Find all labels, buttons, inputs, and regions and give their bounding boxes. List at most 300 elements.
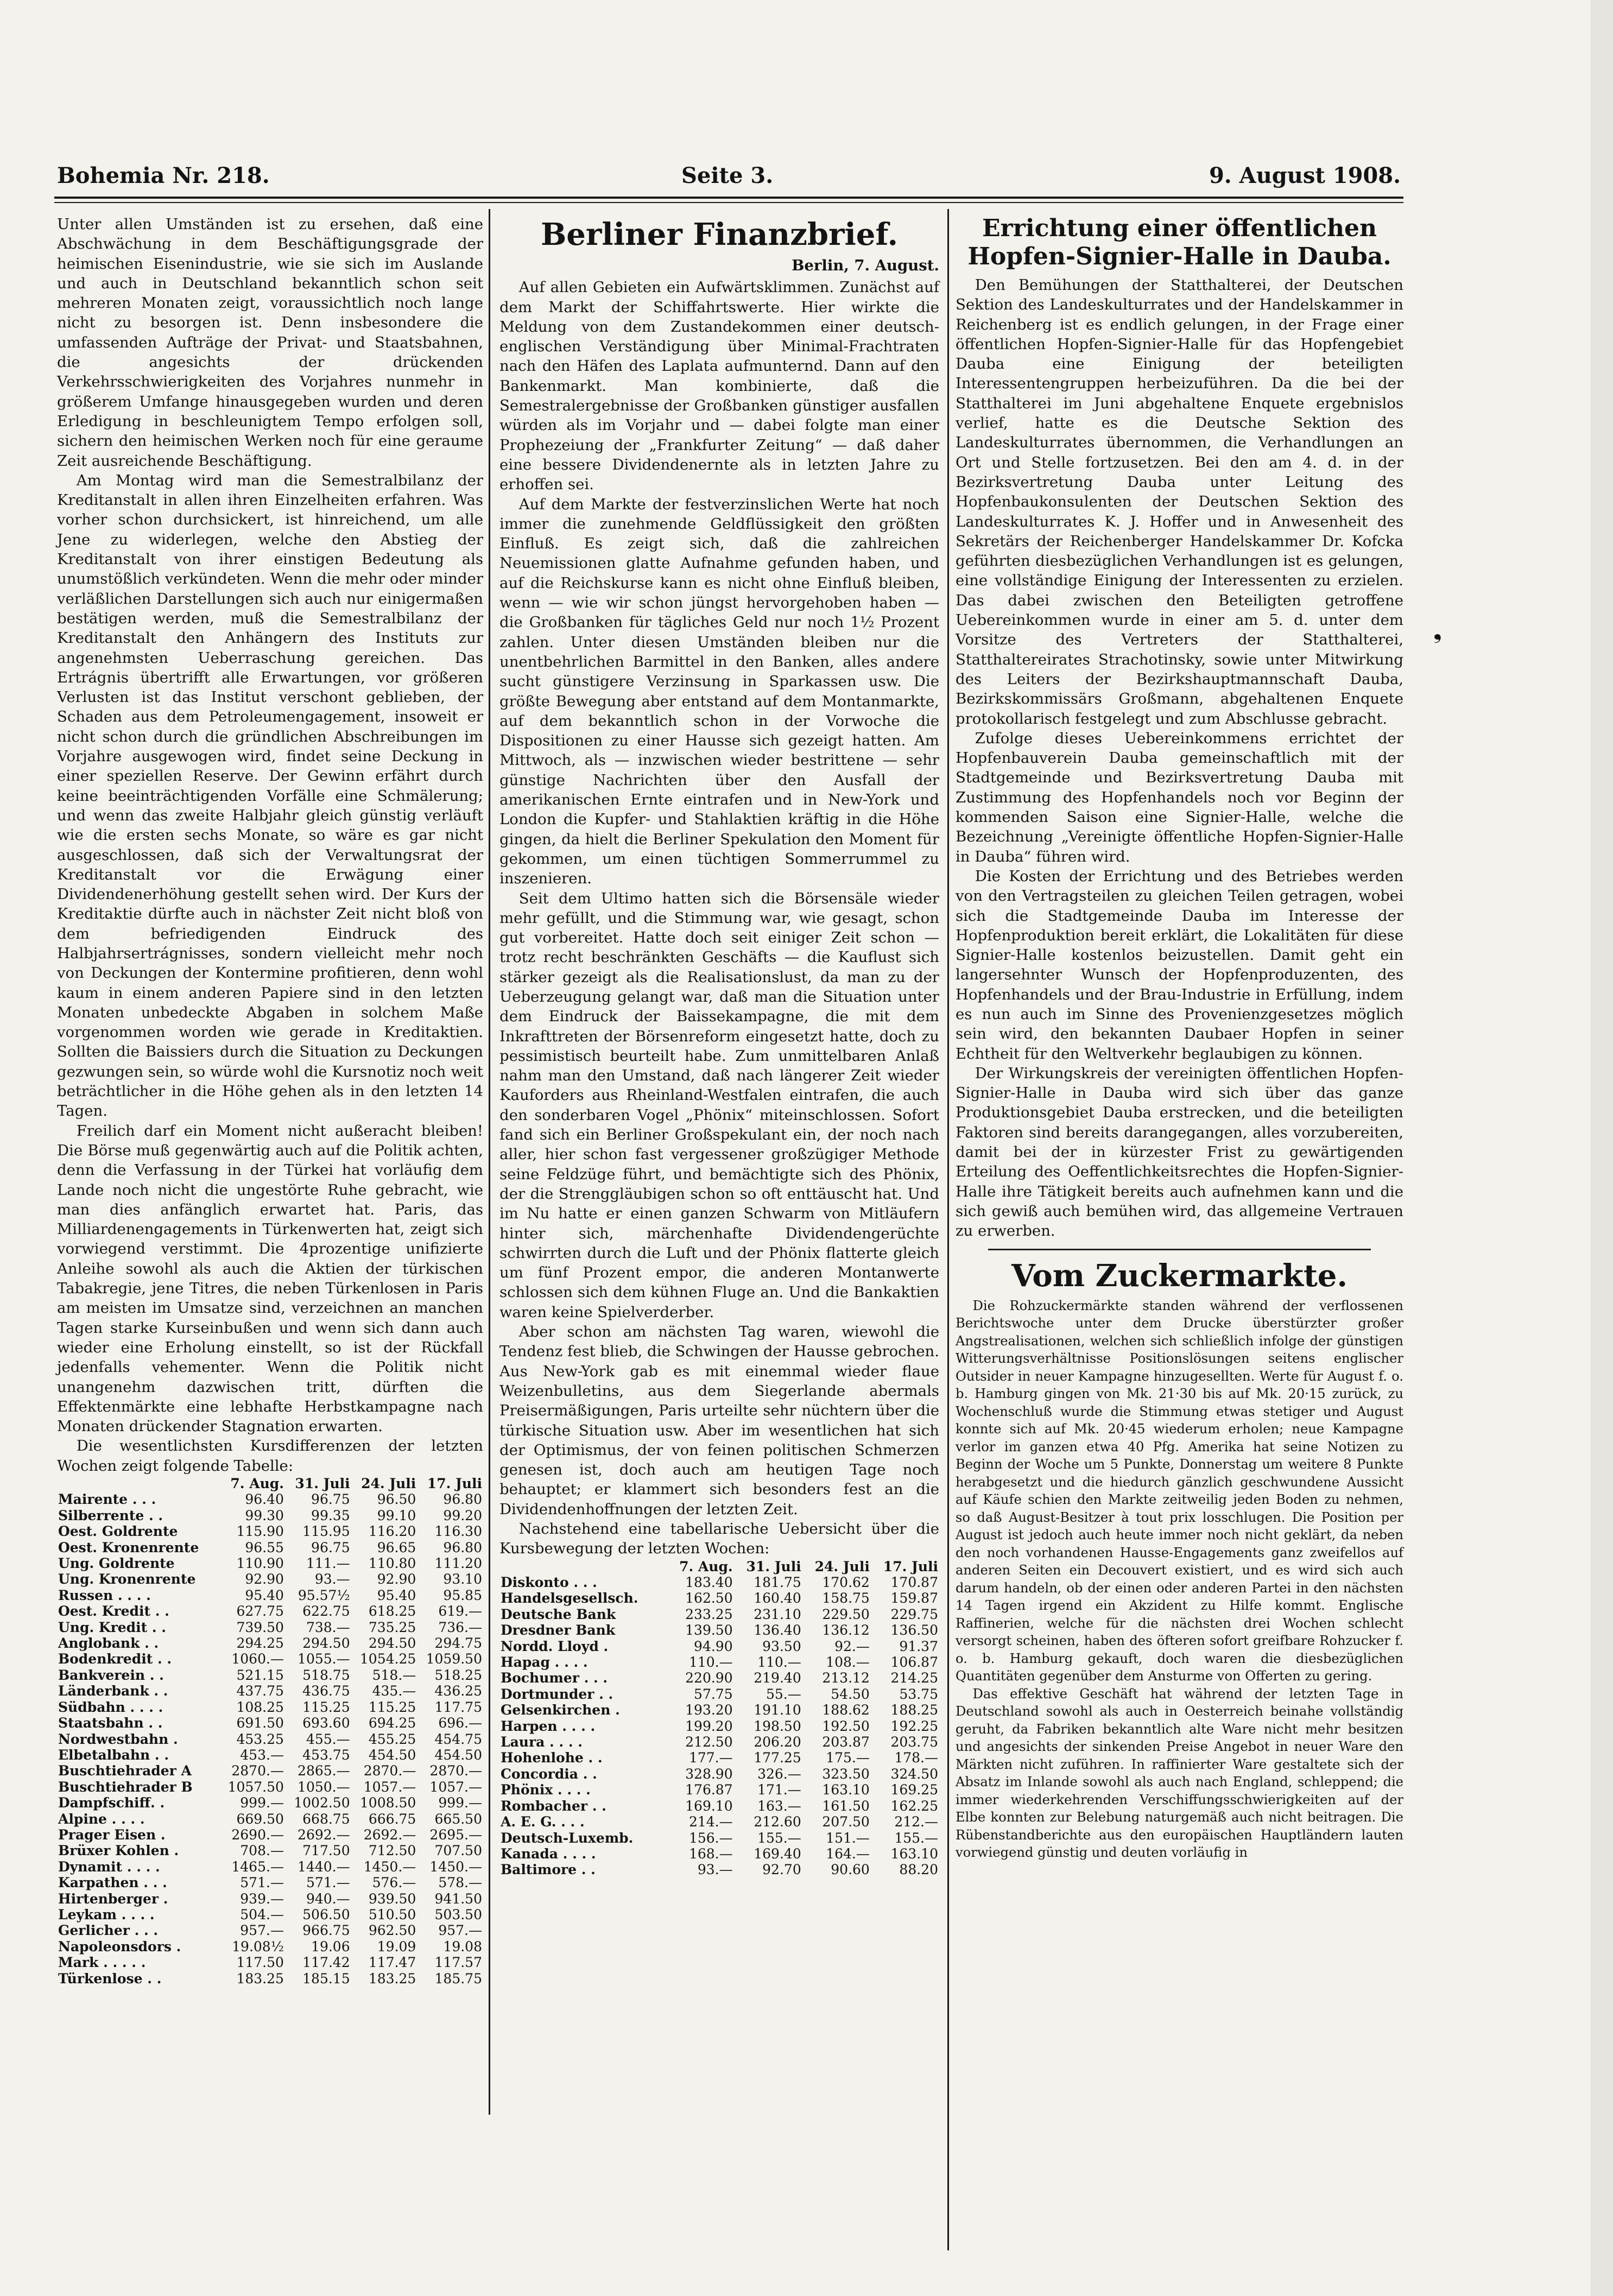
price-cell: 93.50: [762, 1638, 801, 1654]
price-cell: 454.50: [368, 1747, 416, 1763]
price-cell: 229.50: [822, 1606, 870, 1622]
table-row: [499, 1606, 939, 1622]
price-cell: 203.87: [822, 1734, 870, 1750]
price-cell: 2870.—: [363, 1763, 416, 1779]
price-cell: 738.—: [306, 1619, 350, 1635]
price-cell: 435.—: [372, 1683, 416, 1699]
paragraph: Das effektive Geschäft hat während der letzten Tage in Deutschland sowohl als auch in Oesterreich beinahe vollständig geruht, da Fabriken bekanntlich alte Ware nicht mehr besitzen und angesichts der sinkenden Preise Angebot in neuer Ware den Märkten nicht zuführen. In raffinierter Ware gestaltete sich der Absatz im Inlande sowohl als auch nach England, schleppend; die immer wiederkehrenden Verschiffungsschwierigkeiten auf der Elbe konnten zur Belebung naturgemäß auch nicht beitragen. Die Rübenstandberichte aus den europäischen Hauptländern lauten vorwiegend günstig und deuten vorläufig in: [956, 1686, 1403, 1861]
security-name: Karpathen . . .: [58, 1875, 167, 1891]
table-row: [57, 1587, 483, 1603]
column-header: 7. Aug.: [679, 1558, 733, 1574]
price-cell: 96.50: [377, 1491, 416, 1508]
table-row: [499, 1766, 939, 1782]
price-cell: 161.50: [822, 1798, 870, 1814]
table-row: [57, 1859, 483, 1875]
price-cell: 735.25: [368, 1619, 416, 1635]
paragraph: Den Bemühungen der Statthalterei, der Deutschen Sektion des Landeskulturrates und der Handelskammer in Reichenberg ist es endlich gelungen, in der Frage einer öffentlichen Hopfen-Signier-Halle für das Hopfengebiet Dauba eine Einigung der beteiligten Interessentengruppen herbeizuführen. Da die bei der Statthalterei im Juni abgehaltene Enquete ergebnislos verlief, hatte es die Deutsche Sektion des Landeskulturrates übernommen, die Verhandlungen an Ort und Stelle fortzusetzen. Bei den am 4. d. in der Bezirksvertretung Dauba unter Leitung des Hopfenbaukonsulenten der Deutschen Sektion des Landeskulturrates K. J. Hoffer und in Anwesenheit des Sekretärs der Reichenberger Handelskammer Dr. Kofcka geführten diesbezüglichen Verhandlungen ist es gelungen, eine vollständige Einigung der Interessenten zu erzielen. Das dabei zwischen den Beteiligten getroffene Uebereinkommen wurde in einer am 5. d. unter dem Vorsitze des Vertreters der Statthalterei, Statthaltereirates Strachotinsky, sowie unter Mitwirkung des Leiters der Bezirkshauptmannschaft Dauba, Bezirkskommissärs Großmann, abgehaltenen Enquete protokollarisch festgelegt und zum Abschlusse gebracht.: [956, 276, 1403, 728]
price-cell: 163.10: [822, 1782, 870, 1798]
price-cell: 294.50: [302, 1635, 350, 1652]
price-cell: 136.40: [754, 1622, 801, 1639]
price-cell: 229.75: [890, 1606, 938, 1622]
security-name: Staatsbahn . .: [58, 1715, 163, 1731]
price-cell: 619.—: [438, 1603, 482, 1620]
price-cell: 2870.—: [429, 1763, 482, 1779]
price-cell: 136.12: [822, 1622, 870, 1639]
price-cell: 203.75: [890, 1734, 938, 1750]
security-name: Bankverein . .: [58, 1667, 164, 1683]
security-name: Baltimore . .: [501, 1862, 596, 1878]
page-header: [57, 163, 1401, 195]
price-cell: 170.62: [822, 1574, 870, 1590]
table-row: [57, 1747, 483, 1763]
table-row: [57, 1683, 483, 1699]
price-cell: 571.—: [240, 1875, 284, 1891]
price-cell: 199.20: [685, 1718, 733, 1734]
column-3: [956, 214, 1403, 1862]
price-cell: 93.—: [697, 1862, 733, 1878]
price-cell: 2870.—: [231, 1763, 284, 1779]
table-row: [57, 1555, 483, 1571]
column-divider-1: [489, 209, 490, 2115]
paragraph: Auf allen Gebieten ein Aufwärtsklimmen. Zunächst auf dem Markt der Schiffahrtswerte. Hier wirkte die Meldung von dem Zustandekommen einer deutsch-englischen Verständigung über Minimal-Frachtraten nach den Häfen des Laplata aufmunternd. Dann auf den Bankenmarkt. Man kombinierte, daß die Semestralergebnisse der Großbanken günstiger ausfallen würden als im Vorjahr und — dabei folgte man einer Prophezeiung der „Frankfurter Zeitung“ — daß daher eine bessere Dividendenernte als in letzten Jahre zu erhoffen sei.: [499, 279, 939, 494]
price-cell: 110.80: [368, 1555, 416, 1572]
article-title: Berliner Finanzbrief.: [540, 217, 899, 252]
price-cell: 177.25: [754, 1750, 801, 1766]
price-cell: 627.75: [236, 1603, 284, 1620]
price-cell: 739.50: [236, 1619, 284, 1635]
price-cell: 117.75: [434, 1699, 482, 1715]
price-cell: 966.75: [302, 1922, 350, 1939]
table-body: [57, 1491, 483, 1987]
column-header: 7. Aug.: [230, 1476, 284, 1491]
price-cell: 1057.—: [429, 1779, 482, 1795]
price-cell: 2692.—: [363, 1826, 416, 1843]
price-cell: 1060.—: [231, 1651, 284, 1667]
price-cell: 169.25: [890, 1782, 938, 1798]
price-cell: 117.47: [368, 1955, 416, 1971]
table-row: [499, 1686, 939, 1702]
table-row: [57, 1779, 483, 1795]
price-cell: 164.—: [826, 1845, 870, 1862]
price-cell: 155.—: [894, 1830, 938, 1846]
price-cell: 294.75: [434, 1635, 482, 1652]
price-cell: 436.25: [434, 1683, 482, 1699]
price-cell: 436.75: [302, 1683, 350, 1699]
price-cell: 294.50: [368, 1635, 416, 1652]
security-name: Phönix . . . .: [501, 1782, 591, 1798]
security-name: Rombacher . .: [501, 1798, 606, 1814]
price-cell: 136.50: [890, 1622, 938, 1639]
price-cell: 192.25: [890, 1718, 938, 1734]
price-cell: 1450.—: [363, 1858, 416, 1875]
security-name: Deutsch-Luxemb.: [501, 1830, 634, 1846]
column-divider-2: [947, 209, 949, 2250]
column-header: 24. Juli: [361, 1476, 416, 1491]
table-row: [57, 1635, 483, 1651]
price-cell: 115.90: [236, 1523, 284, 1540]
price-cell: 95.40: [377, 1587, 416, 1603]
price-cell: 108.25: [236, 1699, 284, 1715]
price-cell: 19.09: [377, 1938, 416, 1955]
security-name: Hohenlohe . .: [501, 1750, 603, 1766]
price-cell: 455.—: [306, 1731, 350, 1747]
security-name: Türkenlose . .: [58, 1970, 162, 1987]
price-cell: 185.15: [302, 1970, 350, 1987]
price-cell: 941.50: [434, 1890, 482, 1907]
price-cell: 214.—: [688, 1814, 733, 1830]
price-cell: 2690.—: [231, 1826, 284, 1843]
sugar-article-body: [956, 1297, 1403, 1862]
price-cell: 92.70: [762, 1862, 801, 1878]
paragraph: Seit dem Ultimo hatten sich die Börsensäle wieder mehr gefüllt, und die Stimmung war, wie gesagt, schon gut vorbereitet. Hatte doch seit einiger Zeit schon — trotz recht beschränkten Geschäfts — die Kauflust sich stärker gezeigt als die Realisationslust, da man zu der Ueberzeugung gelangt war, daß man die Situation unter dem Eindruck der Baissekampagne, die mit dem Inkrafttreten der Börsenreform eingesetzt hatte, doch zu pessimistisch beurteilt habe. Zum unmittelbaren Anlaß nahm man den Umstand, daß nach längerer Zeit wieder Kauforders aus Rheinland-Westfalen eintrafen, die auch den sonderbaren Vogel „Phönix“ miteinschlossen. Sofort fand sich ein Berliner Großspekulant ein, der noch nach aller, hier schon fast vergessener großzügiger Methode seine Feldzüge führt, und bemächtigte sich des Phönix, der die Strenggläubigen schon so oft enttäuscht hat. Und im Nu hatte er einen ganzen Schwarm von Mitläufern hinter sich, märchenhafte Dividendengerüchte schwirrten durch die Luft und der Phönix flatterte gleich um fünf Prozent empor, die anderen Montanwerte schlossen sich dem kühnen Fluge an. Und die Bankaktien waren keine Spielverderber.: [499, 889, 939, 1321]
price-cell: 116.30: [434, 1523, 482, 1540]
price-cell: 219.40: [754, 1670, 801, 1686]
price-cell: 163.10: [890, 1845, 938, 1862]
price-cell: 504.—: [240, 1906, 284, 1922]
price-cell: 110.90: [236, 1555, 284, 1572]
table-row: [57, 1827, 483, 1843]
price-cell: 115.25: [368, 1699, 416, 1715]
price-cell: 694.25: [368, 1715, 416, 1731]
table-row: [57, 1523, 483, 1539]
table-row: [499, 1814, 939, 1830]
price-cell: 576.—: [372, 1875, 416, 1891]
price-cell: 95.85: [443, 1587, 482, 1603]
table-row: [499, 1622, 939, 1638]
header-rule-thin: [54, 202, 1403, 203]
table-row: [499, 1830, 939, 1846]
table-body: [499, 1574, 939, 1878]
security-name: Mairente . . .: [58, 1491, 156, 1508]
table-row: [57, 1715, 483, 1731]
page-edge: [1591, 0, 1613, 2296]
security-name: Harpen . . . .: [501, 1718, 596, 1734]
column-header: [57, 1476, 219, 1491]
security-name: Oest. Kronenrente: [58, 1539, 199, 1555]
price-cell: 1054.25: [359, 1651, 416, 1667]
price-cell: 177.—: [688, 1750, 733, 1766]
column-header: 31. Juli: [295, 1476, 350, 1491]
price-cell: 115.95: [302, 1523, 350, 1540]
price-cell: 88.20: [899, 1862, 938, 1878]
price-cell: 453.75: [302, 1747, 350, 1763]
price-cell: 111.20: [434, 1555, 482, 1572]
price-cell: 54.50: [831, 1686, 870, 1702]
page-number: Seite 3.: [681, 163, 774, 188]
security-name: Prager Eisen .: [58, 1826, 166, 1843]
table-row: [57, 1731, 483, 1747]
column-header: 17. Juli: [427, 1476, 482, 1491]
price-cell: 518.—: [372, 1667, 416, 1683]
table-row: [499, 1846, 939, 1862]
table-row: [57, 1971, 483, 1987]
price-cell: 454.50: [434, 1747, 482, 1763]
price-cell: 578.—: [438, 1875, 482, 1891]
column-header: 31. Juli: [746, 1558, 801, 1574]
table-row: [57, 1620, 483, 1635]
table-row: [57, 1875, 483, 1890]
price-cell: 162.25: [890, 1798, 938, 1814]
price-cell: 708.—: [240, 1843, 284, 1859]
newspaper-issue: Bohemia Nr. 218.: [57, 163, 270, 188]
price-cell: 151.—: [826, 1830, 870, 1846]
price-table-vienna: [57, 1476, 483, 1987]
table-row: [499, 1574, 939, 1590]
price-cell: 191.10: [754, 1702, 801, 1718]
price-cell: 111.—: [306, 1555, 350, 1572]
security-name: Oest. Goldrente: [58, 1523, 178, 1540]
price-cell: 518.25: [434, 1667, 482, 1683]
price-cell: 96.55: [245, 1539, 284, 1555]
price-cell: 437.75: [236, 1683, 284, 1699]
column-header: 17. Juli: [883, 1558, 938, 1574]
security-name: Handelsgesellsch.: [501, 1590, 638, 1606]
price-cell: 294.25: [236, 1635, 284, 1652]
price-cell: 158.75: [822, 1590, 870, 1606]
price-cell: 939.50: [368, 1890, 416, 1907]
paragraph: Aber schon am nächsten Tag waren, wiewohl die Tendenz fest blieb, die Schwingen der Hausse gebrochen. Aus New-York gab es mit einemmal wieder flaue Weizenbulletins, aus dem Siegerlande abermals Preisermäßigungen, Paris urteilte sehr nüchtern über die türkische Situation usw. Aber im wesentlichen hat sich der Optimismus, der von feinen politischen Schmerzen genesen ist, doch auch am heutigen Tage noch behauptet; er klammert sich besonders fest an die Dividendenhoffnungen der letzten Zeit.: [499, 1323, 939, 1518]
price-cell: 668.75: [302, 1811, 350, 1827]
security-name: A. E. G. . . .: [501, 1814, 585, 1830]
price-cell: 19.08: [443, 1938, 482, 1955]
price-cell: 220.90: [685, 1670, 733, 1686]
price-cell: 183.40: [685, 1574, 733, 1590]
price-cell: 214.25: [890, 1670, 938, 1686]
paragraph: Zufolge dieses Uebereinkommens errichtet der Hopfenbauverein Dauba gemeinschaftlich mit der Stadtgemeinde und Bezirksvertretung Dauba mit Zustimmung des Hopfenhandels noch vor Beginn der kommenden Saison eine Signier-Halle, welche die Bezeichnung „Vereinigte öffentliche Hopfen-Signier-Halle in Dauba“ führen wird.: [956, 729, 1403, 865]
header-rule: [54, 197, 1403, 199]
price-cell: 92.—: [834, 1638, 870, 1654]
paragraph: Freilich darf ein Moment nicht außeracht bleiben! Die Börse muß gegenwärtig auch auf die Politik achten, denn die Verfassung in der Türkei hat vorläufig dem Lande noch nicht die ungestörte Ruhe gebracht, wie man dies anfänglich erwartet hat. Paris, das Milliardenengagements in Türkenwerten hat, zeigt sich vorwiegend verstimmt. Die 4prozentige unifizierte Anleihe sowohl als auch die Aktien der türkischen Tabakregie, jene Titres, die neben Türkenlosen in Paris am meisten im Umsatze sind, verzeichnen an manchen Tagen starke Kurseinbußen und wenn sich dann auch wieder eine Erholung einstellt, so ist der Rückfall jedenfalls vehementer. Wenn die Politik nicht unangenehm dazwischen tritt, dürften die Effektenmärkte eine lebhafte Herbstkampagne nach Monaten drückender Stagnation erwarten.: [57, 1122, 483, 1435]
price-cell: 93.—: [314, 1571, 350, 1587]
price-cell: 99.30: [245, 1507, 284, 1523]
price-cell: 1050.—: [298, 1779, 350, 1795]
price-cell: 454.75: [434, 1731, 482, 1747]
price-cell: 170.87: [890, 1574, 938, 1590]
security-name: Kanada . . . .: [501, 1845, 596, 1862]
table-row: [57, 1667, 483, 1683]
price-cell: 1002.50: [294, 1795, 350, 1811]
table-row: [499, 1639, 939, 1654]
price-cell: 110.—: [688, 1654, 733, 1671]
table-row: [57, 1508, 483, 1523]
column-header: [499, 1559, 667, 1574]
price-cell: 324.50: [890, 1766, 938, 1782]
price-cell: 691.50: [236, 1715, 284, 1731]
price-cell: 213.12: [822, 1670, 870, 1686]
table-row: [57, 1907, 483, 1922]
price-cell: 328.90: [685, 1766, 733, 1782]
price-cell: 212.—: [894, 1814, 938, 1830]
table-row: [499, 1670, 939, 1686]
price-cell: 139.50: [685, 1622, 733, 1639]
table-row: [57, 1811, 483, 1827]
price-cell: 169.40: [754, 1845, 801, 1862]
price-cell: 96.80: [443, 1539, 482, 1555]
price-cell: 162.50: [685, 1590, 733, 1606]
security-name: Bodenkredit . .: [58, 1651, 172, 1667]
security-name: Buschtiehrader B: [58, 1779, 193, 1795]
issue-date: 9. August 1908.: [1209, 163, 1401, 188]
table-row: [499, 1750, 939, 1766]
price-cell: 2692.—: [298, 1826, 350, 1843]
price-cell: 1057.50: [227, 1779, 284, 1795]
security-name: Bochumer . . .: [501, 1670, 608, 1686]
price-cell: 169.10: [685, 1798, 733, 1814]
price-cell: 99.10: [377, 1507, 416, 1523]
table-row: [499, 1718, 939, 1734]
price-cell: 717.50: [302, 1843, 350, 1859]
price-cell: 96.80: [443, 1491, 482, 1508]
price-cell: 571.—: [306, 1875, 350, 1891]
price-cell: 93.10: [443, 1571, 482, 1587]
article-title: Errichtung einer öffentlichen Hopfen-Signier-Halle in Dauba.: [967, 214, 1391, 270]
security-name: Concordia . .: [501, 1766, 597, 1782]
price-cell: 323.50: [822, 1766, 870, 1782]
price-cell: 19.08½: [232, 1938, 284, 1955]
price-cell: 192.50: [822, 1718, 870, 1734]
security-name: Südbahn . . . .: [58, 1699, 163, 1715]
price-cell: 96.75: [311, 1491, 350, 1508]
price-cell: 115.25: [302, 1699, 350, 1715]
price-cell: 506.50: [302, 1906, 350, 1922]
security-name: Gerlicher . . .: [58, 1922, 159, 1939]
security-name: Nordwestbahn .: [58, 1731, 178, 1747]
price-cell: 99.20: [443, 1507, 482, 1523]
price-cell: 160.40: [754, 1590, 801, 1606]
security-name: Oest. Kredit . .: [58, 1603, 169, 1620]
table-row: [499, 1734, 939, 1750]
price-cell: 707.50: [434, 1843, 482, 1859]
table-row: [499, 1590, 939, 1606]
table-row: [57, 1491, 483, 1507]
security-name: Hapag . . . .: [501, 1654, 588, 1671]
price-cell: 96.75: [311, 1539, 350, 1555]
price-cell: 231.10: [754, 1606, 801, 1622]
table-intro: Nachstehend eine tabellarische Uebersicht über die Kursbewegung der letzten Wochen:: [499, 1520, 939, 1558]
table-row: [57, 1699, 483, 1715]
table-row: [57, 1571, 483, 1587]
security-name: Brüxer Kohlen .: [58, 1843, 179, 1859]
table-row: [57, 1603, 483, 1619]
price-cell: 1465.—: [231, 1858, 284, 1875]
price-cell: 91.37: [899, 1638, 938, 1654]
price-cell: 198.50: [754, 1718, 801, 1734]
price-cell: 175.—: [826, 1750, 870, 1766]
price-cell: 939.—: [240, 1890, 284, 1907]
security-name: Leykam . . . .: [58, 1906, 155, 1922]
price-cell: 163.—: [757, 1798, 801, 1814]
price-cell: 207.50: [822, 1814, 870, 1830]
price-cell: 117.57: [434, 1955, 482, 1971]
dateline: Berlin, 7. August.: [792, 257, 939, 274]
column-2: [499, 214, 939, 1878]
security-name: Diskonto . . .: [501, 1574, 597, 1590]
price-cell: 2695.—: [429, 1826, 482, 1843]
security-name: Ung. Kronenrente: [58, 1571, 196, 1587]
price-cell: 117.50: [236, 1955, 284, 1971]
price-cell: 957.—: [438, 1922, 482, 1939]
table-row: [499, 1798, 939, 1814]
price-cell: 233.25: [685, 1606, 733, 1622]
security-name: Dresdner Bank: [501, 1622, 616, 1639]
table-header-row: [499, 1559, 939, 1574]
table-row: [57, 1891, 483, 1907]
price-cell: 19.06: [311, 1938, 350, 1955]
security-name: Alpine . . . .: [58, 1811, 145, 1827]
price-cell: 116.20: [368, 1523, 416, 1540]
price-cell: 206.20: [754, 1734, 801, 1750]
table-header-row: [57, 1476, 483, 1491]
price-cell: 212.60: [754, 1814, 801, 1830]
price-cell: 1450.—: [429, 1858, 482, 1875]
article-title: Vom Zuckermarkte.: [1011, 1257, 1348, 1294]
article-separator: [988, 1249, 1371, 1250]
security-name: Länderbank . .: [58, 1683, 168, 1699]
price-cell: 1440.—: [298, 1858, 350, 1875]
table-row: [57, 1843, 483, 1858]
price-table-berlin: [499, 1559, 939, 1878]
price-cell: 117.42: [302, 1955, 350, 1971]
table-intro: Die wesentlichsten Kursdifferenzen der letzten Wochen zeigt folgende Tabelle:: [57, 1437, 483, 1475]
price-cell: 693.60: [302, 1715, 350, 1731]
price-cell: 193.20: [685, 1702, 733, 1718]
table-row: [57, 1795, 483, 1811]
price-cell: 736.—: [438, 1619, 482, 1635]
security-name: Dortmunder . .: [501, 1686, 613, 1702]
price-cell: 212.50: [685, 1734, 733, 1750]
price-cell: 96.40: [245, 1491, 284, 1508]
paragraph: Die Kosten der Errichtung und des Betriebes werden von den Vertragsteilen zu gleichen Teilen getragen, wobei sich die Stadtgemeinde Dauba im Interesse der Hopfenproduktion bereit erklärt, die Lokalitäten für diese Signier-Halle kostenlos beizustellen. Damit geht ein langersehnter Wunsch der Hopfenproduzenten, des Hopfenhandels und der Brau-Industrie in Erfüllung, indem es nun auch im Sinne des Provenienzgesetzes möglich sein wird, den bekannten Daubaer Hopfen in seiner Echtheit für den Weltverkehr beglaubigen zu können.: [956, 867, 1403, 1062]
price-cell: 1057.—: [363, 1779, 416, 1795]
table-row: [57, 1939, 483, 1955]
price-cell: 188.62: [822, 1702, 870, 1718]
price-cell: 57.75: [694, 1686, 733, 1702]
security-name: Dampfschiff. .: [58, 1795, 165, 1811]
price-cell: 168.—: [688, 1845, 733, 1862]
price-cell: 96.65: [377, 1539, 416, 1555]
price-cell: 503.50: [434, 1906, 482, 1922]
price-cell: 957.—: [240, 1922, 284, 1939]
price-cell: 106.87: [890, 1654, 938, 1671]
paragraph: Auf dem Markte der festverzinslichen Werte hat noch immer die zunehmende Geldflüssigkeit den größten Einfluß. Es zeigt sich, daß die zahlreichen Neuemissionen glatte Aufnahme gefunden haben, und auf die Reichskurse kann es nicht ohne Einfluß bleiben, wenn — wie wir schon jüngst hervorgehoben haben — die Großbanken für tägliches Geld nur noch 1½ Prozent zahlen. Unter diesen Umständen bleiben nur die unentbehrlichen Barmittel in den Banken, alles andere sucht günstigere Verzinsung in Sparkassen usw. Die größte Bewegung aber entstand auf dem Montanmarkte, auf dem bekanntlich schon in der Vorwoche die Dispositionen zu einer Hausse sich gezeigt hatten. Am Mittwoch, als — inzwischen wieder bestrittene — sehr günstige Nachrichten über den Ausfall der amerikanischen Ernte eintrafen und in New-York und London die Kupfer- und Stahlaktien kräftig in die Höhe gingen, da hielt die Berliner Spekulation den Moment für gekommen, um einen tüchtigen Sommerrummel zu inszenieren.: [499, 495, 939, 888]
price-cell: 185.75: [434, 1970, 482, 1987]
price-cell: 453.—: [240, 1747, 284, 1763]
price-cell: 95.40: [245, 1587, 284, 1603]
column-header: 24. Juli: [814, 1558, 870, 1574]
price-cell: 455.25: [368, 1731, 416, 1747]
price-cell: 176.87: [685, 1782, 733, 1798]
paragraph: Unter allen Umständen ist zu ersehen, daß eine Abschwächung in dem Beschäftigungsgrade der heimischen Eisenindustrie, wie sie sich im Auslande und auch in Deutschland bekanntlich schon seit mehreren Monaten zeigt, voraussichtlich noch lange nicht zu besorgen ist. Denn insbesondere die umfassenden Aufträge der Privat- und Staatsbahnen, die angesichts der drückenden Verkehrsschwierigkeiten des Vorjahres nunmehr in größerem Umfange hinausgegeben wurden und deren Erledigung in beschleunigtem Tempo erfolgen soll, sichern den heimischen Werken noch für eine geraume Zeit ausreichende Beschäftigung.: [57, 216, 483, 470]
price-cell: 618.25: [368, 1603, 416, 1620]
security-name: Deutsche Bank: [501, 1606, 616, 1622]
price-cell: 181.75: [754, 1574, 801, 1590]
security-name: Mark . . . . .: [58, 1955, 146, 1971]
price-cell: 696.—: [438, 1715, 482, 1731]
price-cell: 156.—: [688, 1830, 733, 1846]
security-name: Anglobank . .: [58, 1635, 159, 1652]
security-name: Laura . . . .: [501, 1734, 583, 1750]
table-row: [499, 1862, 939, 1877]
price-cell: 2865.—: [298, 1763, 350, 1779]
price-cell: 622.75: [302, 1603, 350, 1620]
price-cell: 453.25: [236, 1731, 284, 1747]
price-cell: 110.—: [757, 1654, 801, 1671]
price-cell: 666.75: [368, 1811, 416, 1827]
price-cell: 521.15: [236, 1667, 284, 1683]
security-name: Ung. Kredit . .: [58, 1619, 167, 1635]
paragraph: Der Wirkungskreis der vereinigten öffentlichen Hopfen-Signier-Halle in Dauba wird sich über das ganze Produktionsgebiet Dauba erstrecken, und die beteiligten Faktoren sind bereits darangegangen, alles vorzubereiten, damit bei der in kürzester Frist zu gewärtigenden Erteilung des Oeffentlichkeitsrechtes die Hopfen-Signier-Halle ihre Tätigkeit bereits auch aufnehmen kann und die sich gewiß auch bemühen wird, das allgemeine Vertrauen zu erwerben.: [956, 1064, 1403, 1240]
security-name: Buschtiehrader A: [58, 1763, 192, 1779]
